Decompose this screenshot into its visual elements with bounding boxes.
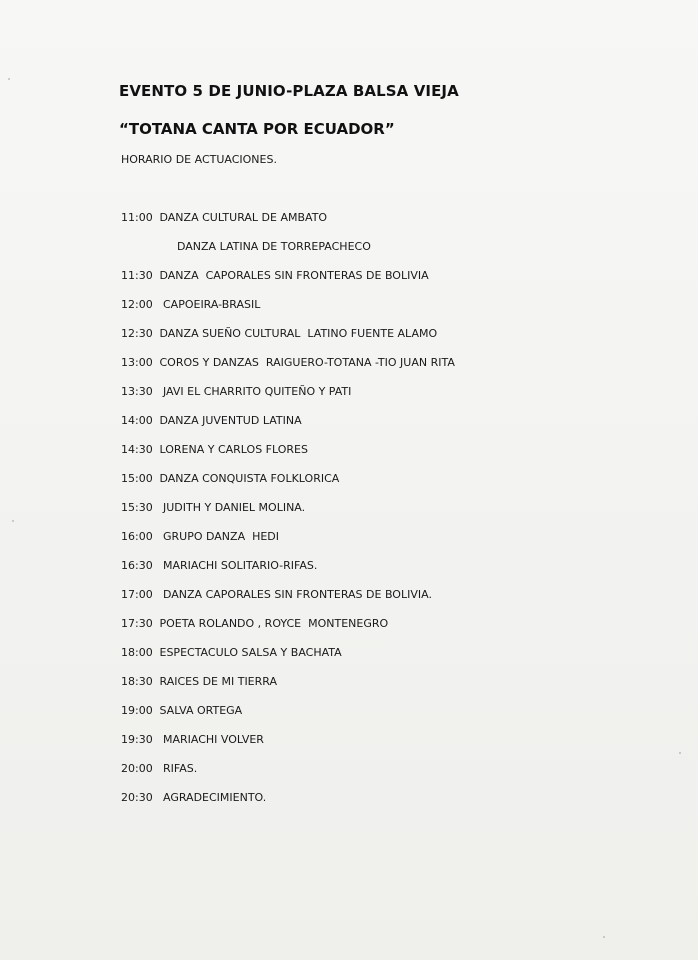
schedule-time: 17:00 — [121, 588, 153, 601]
schedule-row — [121, 414, 641, 443]
schedule-act: GRUPO DANZA HEDI — [156, 530, 280, 543]
schedule-row — [121, 588, 641, 617]
schedule-act: DANZA CULTURAL DE AMBATO — [156, 211, 328, 224]
paper-speck — [8, 78, 10, 80]
schedule-time: 13:30 — [121, 385, 153, 398]
schedule-act: SALVA ORTEGA — [156, 704, 243, 717]
paper-speck — [603, 936, 605, 938]
schedule-act: POETA ROLANDO , ROYCE MONTENEGRO — [156, 617, 389, 630]
schedule-row — [121, 733, 641, 762]
schedule-list — [121, 211, 641, 820]
schedule-row — [121, 704, 641, 733]
schedule-row — [121, 443, 641, 472]
schedule-act: JUDITH Y DANIEL MOLINA. — [156, 501, 306, 514]
schedule-row — [121, 617, 641, 646]
schedule-row — [121, 646, 641, 675]
schedule-time: 19:30 — [121, 733, 153, 746]
schedule-time: 14:00 — [121, 414, 153, 427]
schedule-row — [121, 240, 641, 269]
event-subtitle: “TOTANA CANTA POR ECUADOR” — [119, 120, 395, 138]
schedule-time: 12:00 — [121, 298, 153, 311]
schedule-time: 11:30 — [121, 269, 153, 282]
schedule-act: DANZA LATINA DE TORREPACHECO — [156, 240, 371, 253]
schedule-act: DANZA CAPORALES SIN FRONTERAS DE BOLIVIA — [156, 269, 429, 282]
schedule-time: 16:30 — [121, 559, 153, 572]
schedule-time: 18:30 — [121, 675, 153, 688]
schedule-act: DANZA CONQUISTA FOLKLORICA — [156, 472, 340, 485]
paper-speck — [12, 520, 14, 522]
schedule-act: DANZA JUVENTUD LATINA — [156, 414, 302, 427]
schedule-act: JAVI EL CHARRITO QUITEÑO Y PATI — [156, 385, 352, 398]
schedule-act: RIFAS. — [156, 762, 198, 775]
schedule-act: ESPECTACULO SALSA Y BACHATA — [156, 646, 342, 659]
schedule-row — [121, 762, 641, 791]
schedule-row — [121, 501, 641, 530]
schedule-time: 18:00 — [121, 646, 153, 659]
schedule-time: 20:30 — [121, 791, 153, 804]
schedule-act: LORENA Y CARLOS FLORES — [156, 443, 308, 456]
schedule-act: CAPOEIRA-BRASIL — [156, 298, 261, 311]
schedule-time: 12:30 — [121, 327, 153, 340]
schedule-time: 17:30 — [121, 617, 153, 630]
schedule-row — [121, 675, 641, 704]
schedule-act: COROS Y DANZAS RAIGUERO-TOTANA -TIO JUAN RITA — [156, 356, 455, 369]
schedule-time: 19:00 — [121, 704, 153, 717]
schedule-row — [121, 559, 641, 588]
schedule-time: 15:30 — [121, 501, 153, 514]
schedule-row — [121, 385, 641, 414]
schedule-act: MARIACHI VOLVER — [156, 733, 264, 746]
schedule-row — [121, 269, 641, 298]
schedule-time: 11:00 — [121, 211, 153, 224]
schedule-act: RAICES DE MI TIERRA — [156, 675, 277, 688]
schedule-row — [121, 327, 641, 356]
schedule-time: 20:00 — [121, 762, 153, 775]
schedule-row — [121, 356, 641, 385]
schedule-time: 16:00 — [121, 530, 153, 543]
schedule-heading: HORARIO DE ACTUACIONES. — [121, 153, 277, 166]
schedule-act: MARIACHI SOLITARIO-RIFAS. — [156, 559, 318, 572]
schedule-row — [121, 472, 641, 501]
schedule-time: 15:00 — [121, 472, 153, 485]
paper-speck — [679, 752, 681, 754]
schedule-row — [121, 211, 641, 240]
schedule-act: AGRADECIMIENTO. — [156, 791, 267, 804]
schedule-row — [121, 530, 641, 559]
event-title: EVENTO 5 DE JUNIO-PLAZA BALSA VIEJA — [119, 82, 459, 100]
schedule-time: 13:00 — [121, 356, 153, 369]
schedule-row — [121, 791, 641, 820]
schedule-time: 14:30 — [121, 443, 153, 456]
schedule-act: DANZA SUEÑO CULTURAL LATINO FUENTE ALAMO — [156, 327, 438, 340]
schedule-row — [121, 298, 641, 327]
schedule-act: DANZA CAPORALES SIN FRONTERAS DE BOLIVIA. — [156, 588, 432, 601]
